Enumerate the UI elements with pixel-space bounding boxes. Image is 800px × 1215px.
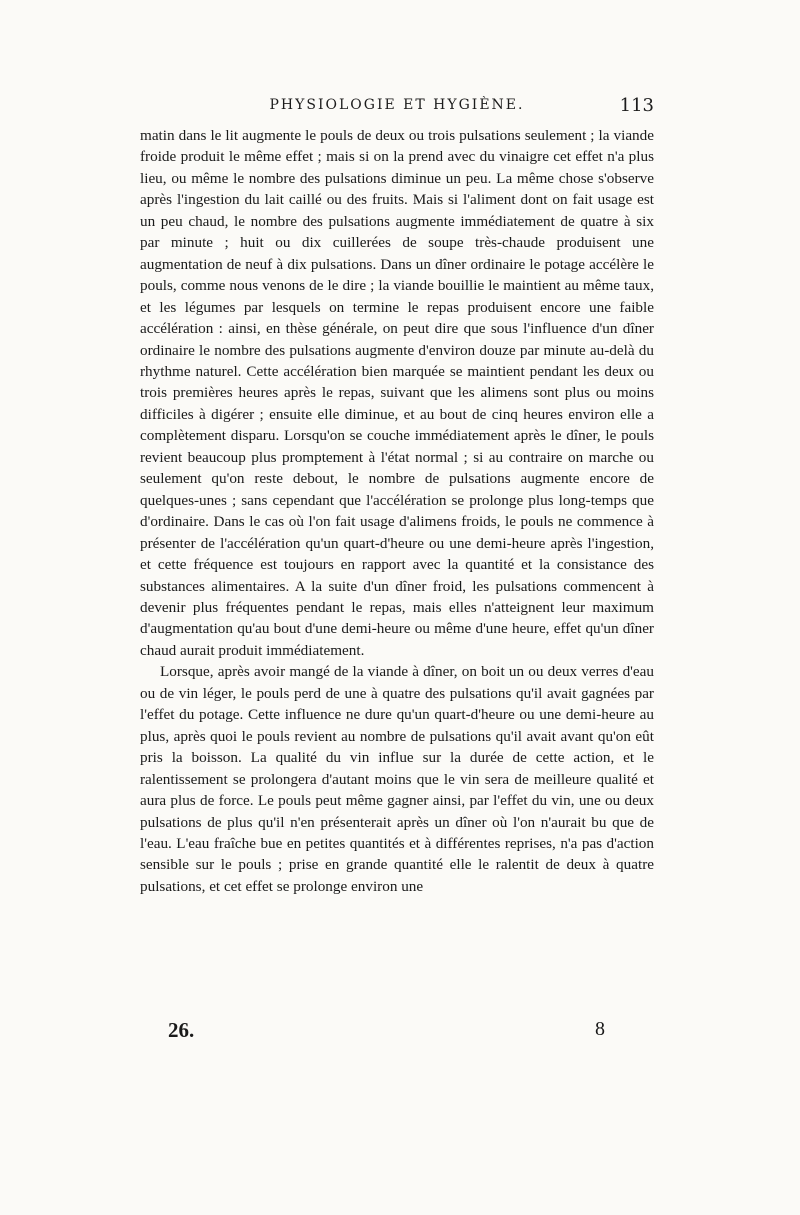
signature-mark: 26. <box>168 1018 195 1042</box>
body-text <box>140 125 654 897</box>
page-header <box>140 97 654 123</box>
page-number: 113 <box>619 95 654 116</box>
page-footer <box>140 1018 654 1048</box>
paragraph-2: Lorsque, après avoir mangé de la viande à dîner, on boit un ou deux verres d'eau ou de vin léger, le pouls perd de une à quatre des pulsations qu'il avait gagnées par l'effet du potage. Cette influence ne dure qu'un quart-d'heure ou une demi-heure au plus, après quoi le pouls revient au nombre de pulsations qu'il avait avant qu'on eût pris la boisson. La qualité du vin influe sur la durée de cette action, et le ralentissement se prolongera d'autant moins que le vin sera de meilleure qualité et aura plus de force. Le pouls peut même gagner ainsi, par l'effet du vin, une ou deux pulsations de plus qu'il n'en présenterait après un dîner où l'on n'aurait bu que de l'eau. L'eau fraîche bue en petites quantités et à différentes reprises, n'a pas d'action sensible sur le pouls ; prise en grande quantité elle le ralentit de deux à quatre pulsations, et cet effet se prolonge environ une <box>140 663 654 895</box>
signature-number: 8 <box>595 1018 605 1040</box>
paragraph-1: matin dans le lit augmente le pouls de deux ou trois pulsations seulement ; la viande froide produit le même effet ; mais si on la prend avec du vinaigre cet effet n'a plus lieu, ou même le nombre des pulsations diminue un peu. La même chose s'observe après l'ingestion du lait caillé ou des fruits. Mais si l'aliment dont on fait usage est un peu chaud, le nombre des pulsations augmente immédiatement de quatre à six par minute ; huit ou dix cuillerées de soupe très-chaude produisent une augmentation de neuf à dix pulsations. Dans un dîner ordinaire le potage accélère le pouls, comme nous venons de le dire ; la viande bouillie le maintient au même taux, et les légumes par lesquels on termine le repas produisent encore une faible accélération : ainsi, en thèse générale, on peut dire que sous l'influence d'un dîner ordinaire le nombre des pulsations augmente d'environ douze par minute au-delà du rhythme naturel. Cette accélération bien marquée se maintient pendant les deux ou trois premières heures après le repas, suivant que les alimens sont plus ou moins difficiles à digérer ; ensuite elle diminue, et au bout de cinq heures environ elle a complètement disparu. Lorsqu'on se couche immédiatement après le dîner, le pouls revient beaucoup plus promptement à l'état normal ; si au contraire on marche ou seulement qu'on reste debout, le nombre de pulsations augmente encore de quelques-unes ; sans cependant que l'accélération se prolonge plus long-temps que d'ordinaire. Dans le cas où l'on fait usage d'alimens froids, le pouls ne commence à présenter de l'accélération qu'un quart-d'heure ou une demi-heure après l'ingestion, et cette fréquence est toujours en rapport avec la quantité et la consistance des substances alimentaires. A la suite d'un dîner froid, les pulsations commencent à devenir plus fréquentes pendant le repas, mais elles n'atteignent leur maximum d'augmentation qu'au bout d'une demi-heure ou même d'une heure, effet qu'un dîner chaud aurait produit immédiatement. <box>140 127 654 659</box>
running-title: PHYSIOLOGIE ET HYGIÈNE. <box>269 97 525 113</box>
